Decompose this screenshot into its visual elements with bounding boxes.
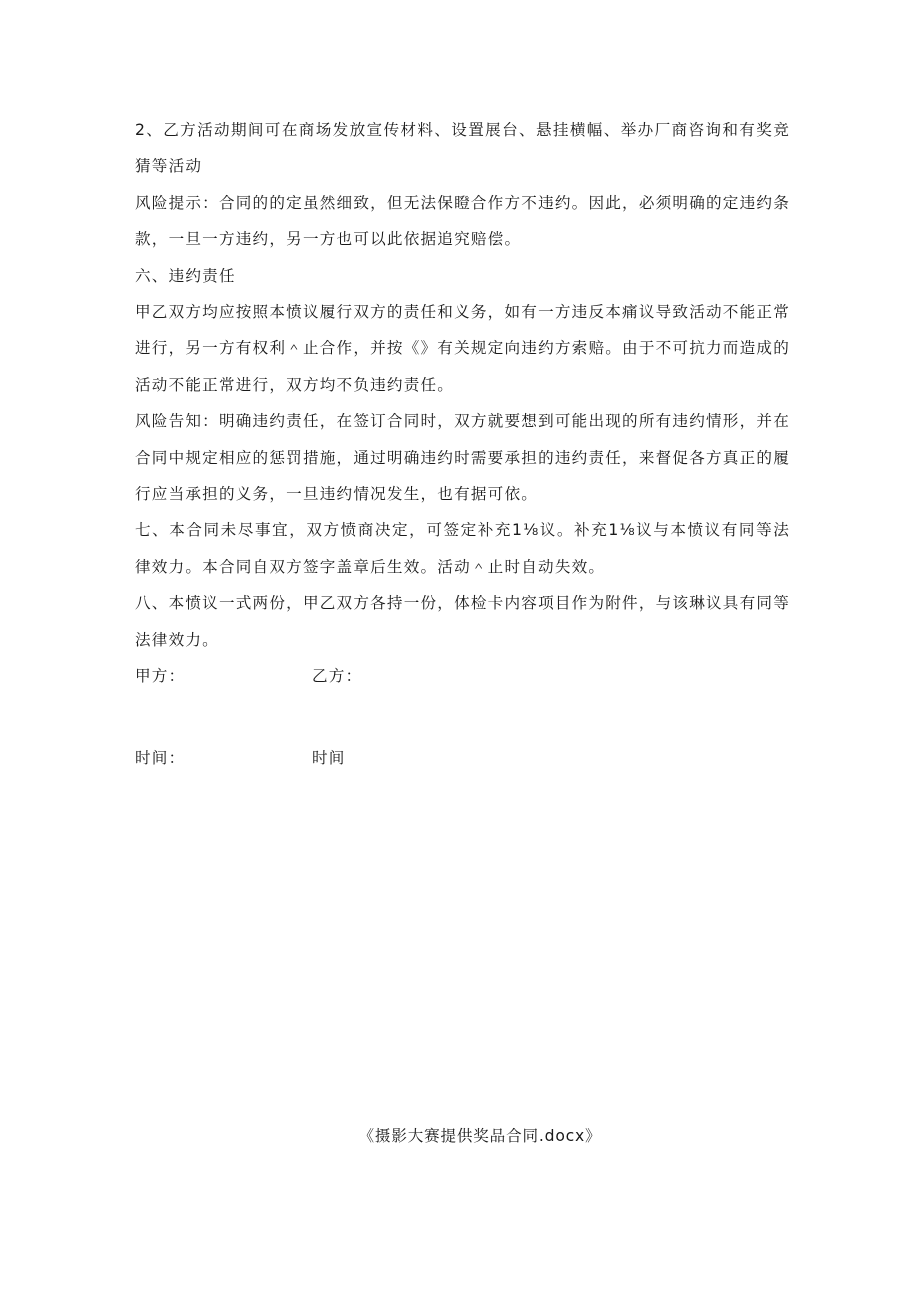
signature-row-time bbox=[135, 740, 790, 776]
document-footer bbox=[0, 1124, 920, 1146]
signature-row-parties bbox=[135, 658, 790, 694]
document-body bbox=[135, 112, 790, 776]
risk-notice-breach: 风险提示：合同的的定虽然细致，但无法保瞪合作方不违约。因此，必须明确的定违约条款，一旦一方违约，另一方也可以此依据追究赔偿。 bbox=[135, 193, 790, 249]
party-b-label: 乙方： bbox=[312, 667, 363, 686]
party-a-label: 甲方： bbox=[135, 667, 186, 686]
time-a-label: 时间： bbox=[135, 749, 186, 768]
clause-8-copies: 八、本愤议一式两份，甲乙双方各持一份，体检卡内容项目作为附件，与该琳议具有同等法律效力。 bbox=[135, 594, 790, 649]
clause-liability: 甲乙双方均应按照本愤议履行双方的责任和义务，如有一方违反本痛议导致活动不能正常进行，另一方有权利＾止合作，并按《》有关规定向违约方索赔。由于不可抗力而造成的活动不能正常进行，双方均不负违约责任。 bbox=[135, 303, 790, 394]
risk-advisory-liability: 风险告知：明确违约责任，在签订合同时，双方就要想到可能出现的所有违约情形，并在合同中规定相应的惩罚措施，通过明确违约时需要承担的违约责任，来督促各方真正的履行应当承担的义务，一旦违约情况发生，也有据可依。 bbox=[135, 412, 790, 504]
time-b-label: 时间 bbox=[312, 749, 346, 768]
clause-2-promotion: 2、乙方活动期间可在商场发放宣传材料、设置展台、悬挂横幅、举办厂商咨询和有奖竞猜等活动 bbox=[135, 121, 790, 176]
footer-filename: 《摄影大赛提供奖品合同.docx》 bbox=[358, 1127, 602, 1145]
section-heading-liability: 六、违约责任 bbox=[135, 266, 236, 285]
signature-spacer bbox=[135, 694, 790, 740]
clause-7-supplementary: 七、本合同未尽事宜，双方愤商决定，可签定补充1⅛议。补充1⅛议与本愤议有同等法律效力。本合同自双方签字盖章后生效。活动＾止时自动失效。 bbox=[135, 521, 790, 576]
